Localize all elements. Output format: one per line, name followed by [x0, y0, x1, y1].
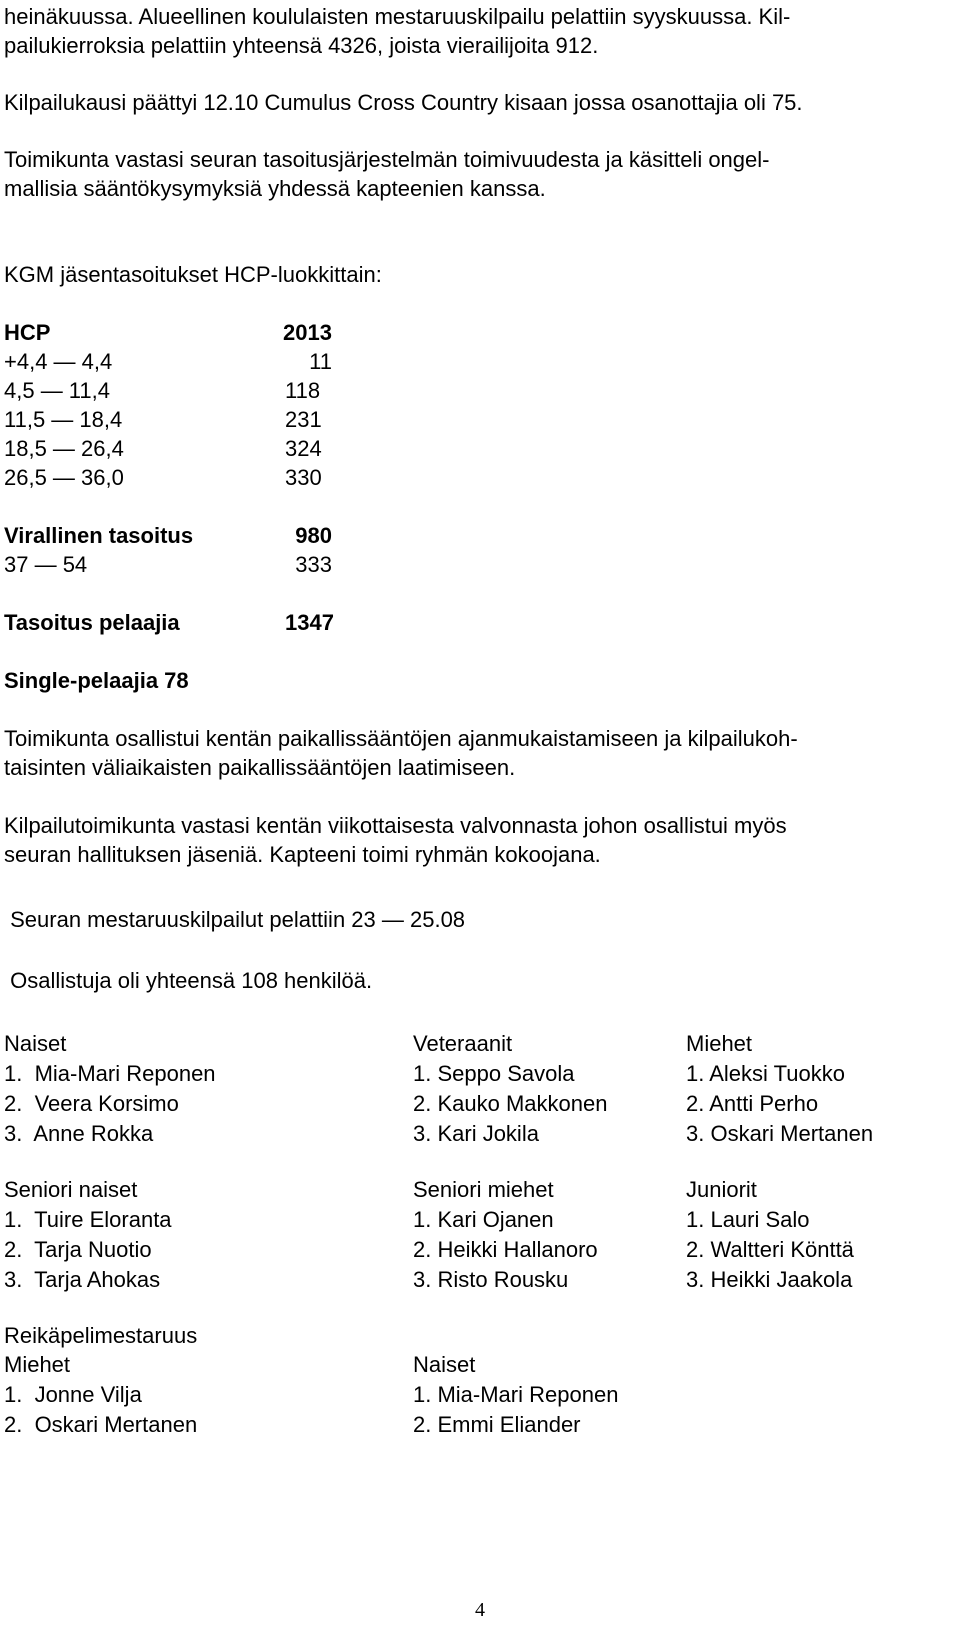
result-item: 1. Jonne Vilja — [4, 1382, 142, 1407]
championship-dates: Seuran mestaruuskilpailut pelattiin 23 — 25.08 — [4, 907, 466, 932]
results-miehet — [686, 1029, 873, 1149]
paragraph-line-1: Toimikunta osallistui kentän paikallissääntöjen ajanmukaistamiseen ja kilpailukoh- — [4, 726, 798, 751]
category-title: Naiset — [413, 1352, 476, 1377]
official-handicap-value: 980 — [295, 523, 332, 548]
result-item: 2. Oskari Mertanen — [4, 1412, 198, 1437]
handicap-players-label: Tasoitus pelaajia — [4, 610, 180, 635]
result-item: 1. Mia-Mari Reponen — [4, 1061, 216, 1086]
participant-count: Osallistuja oli yhteensä 108 henkilöä. — [4, 968, 373, 993]
result-item: 3. Kari Jokila — [413, 1121, 539, 1146]
paragraph-line-3: Kilpailutoimikunta vastasi kentän viikottaisesta valvonnasta johon osallistui myös — [4, 813, 787, 838]
results-veteraanit — [413, 1029, 607, 1149]
hcp-range-5: 26,5 — 36,0 — [4, 465, 124, 490]
hcp-column-header: HCP — [4, 320, 51, 345]
category-title: Naiset — [4, 1031, 67, 1056]
hcp-range-3: 11,5 — 18,4 — [4, 407, 123, 432]
hcp-range-2: 4,5 — 11,4 — [4, 378, 110, 403]
result-item: 2. Antti Perho — [686, 1091, 819, 1116]
result-item: 1. Kari Ojanen — [413, 1207, 554, 1232]
hcp-count-2: 118 — [285, 378, 321, 403]
category-title: Veteraanit — [413, 1031, 513, 1056]
result-item: 2. Heikki Hallanoro — [413, 1237, 598, 1262]
intro-line-4: Toimikunta vastasi seuran tasoitusjärjestelmän toimivuudesta ja käsitteli ongel- — [4, 147, 770, 172]
category-title: Miehet — [686, 1031, 753, 1056]
category-title: Juniorit — [686, 1177, 757, 1202]
intro-line-5: mallisia sääntökysymyksiä yhdessä kapteenien kanssa. — [4, 176, 546, 201]
year-column-header: 2013 — [283, 320, 332, 345]
result-item: 1. Mia-Mari Reponen — [413, 1382, 619, 1407]
intro-line-2: pailukierroksia pelattiin yhteensä 4326, joista vierailijoita 912. — [4, 33, 599, 58]
hcp-range-extra: 37 — 54 — [4, 552, 88, 577]
hcp-count-extra: 333 — [295, 552, 332, 577]
intro-line-3: Kilpailukausi päättyi 12.10 Cumulus Cross Country kisaan jossa osanottajia oli 75. — [4, 90, 803, 115]
result-item: 3. Risto Rousku — [413, 1267, 569, 1292]
matchplay-miehet — [4, 1350, 197, 1440]
result-item: 3. Heikki Jaakola — [686, 1267, 853, 1292]
results-juniorit — [686, 1175, 854, 1295]
results-naiset — [4, 1029, 216, 1149]
result-item: 1. Tuire Eloranta — [4, 1207, 172, 1232]
result-item: 3. Oskari Mertanen — [686, 1121, 874, 1146]
hcp-count-5: 330 — [285, 465, 322, 490]
paragraph-line-2: taisinten väliaikaisten paikallissääntöjen laatimiseen. — [4, 755, 516, 780]
hcp-count-3: 231 — [285, 407, 322, 432]
official-handicap-label: Virallinen tasoitus — [4, 523, 194, 548]
result-item: 3. Anne Rokka — [4, 1121, 154, 1146]
paragraph-line-4: seuran hallituksen jäseniä. Kapteeni toimi ryhmän kokoojana. — [4, 842, 601, 867]
results-seniori-naiset — [4, 1175, 172, 1295]
category-title: Miehet — [4, 1352, 71, 1377]
matchplay-title: Reikäpelimestaruus — [4, 1323, 198, 1348]
hcp-count-1: 11 — [309, 349, 332, 374]
hcp-count-4: 324 — [285, 436, 322, 461]
result-item: 2. Veera Korsimo — [4, 1091, 179, 1116]
result-item: 1. Seppo Savola — [413, 1061, 575, 1086]
result-item: 2. Waltteri Könttä — [686, 1237, 854, 1262]
category-title: Seniori naiset — [4, 1177, 138, 1202]
intro-line-1: heinäkuussa. Alueellinen koululaisten mestaruuskilpailu pelattiin syyskuussa. Kil- — [4, 4, 791, 29]
result-item: 2. Kauko Makkonen — [413, 1091, 608, 1116]
single-players: Single-pelaajia 78 — [4, 668, 189, 693]
page-number: 4 — [475, 1599, 485, 1621]
matchplay-naiset — [413, 1350, 618, 1440]
hcp-heading: KGM jäsentasoitukset HCP-luokkittain: — [4, 262, 382, 287]
result-item: 3. Tarja Ahokas — [4, 1267, 161, 1292]
result-item: 2. Emmi Eliander — [413, 1412, 581, 1437]
result-item: 1. Lauri Salo — [686, 1207, 810, 1232]
handicap-players-value: 1347 — [285, 610, 334, 635]
hcp-range-4: 18,5 — 26,4 — [4, 436, 124, 461]
hcp-range-1: +4,4 — 4,4 — [4, 349, 113, 374]
category-title: Seniori miehet — [413, 1177, 554, 1202]
result-item: 2. Tarja Nuotio — [4, 1237, 152, 1262]
results-seniori-miehet — [413, 1175, 598, 1295]
result-item: 1. Aleksi Tuokko — [686, 1061, 845, 1086]
